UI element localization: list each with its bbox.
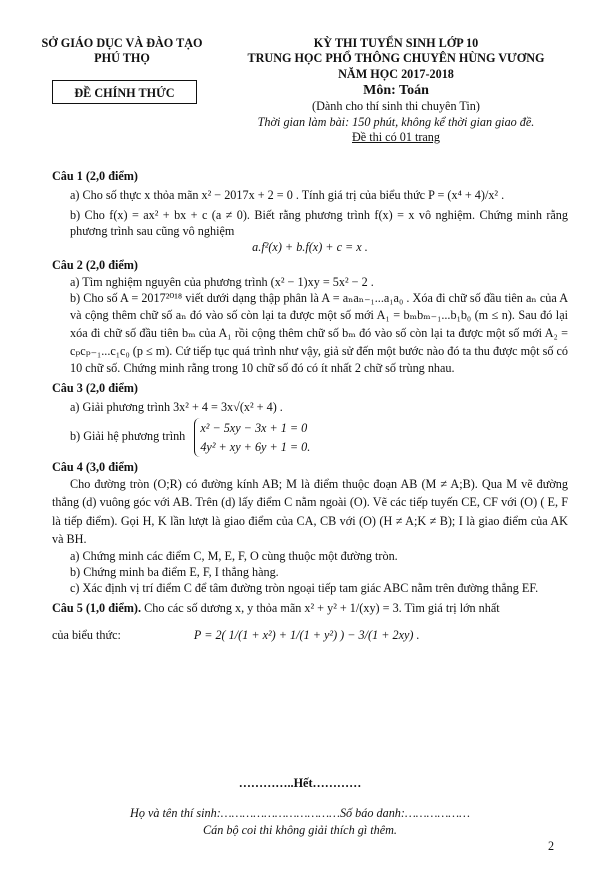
question-1b-equation: a.f²(x) + b.f(x) + c = x .: [252, 240, 368, 255]
question-5-expression-label: của biểu thức:: [52, 627, 121, 642]
question-5-expression-row: [52, 627, 568, 643]
candidate-info-line: Họ và tên thí sinh:……………………………Số báo danh:………………: [130, 806, 470, 820]
official-stamp-box: ĐỀ CHÍNH THỨC: [52, 80, 197, 104]
question-4-title: Câu 4 (3,0 điểm): [52, 459, 138, 474]
question-5-expression: P = 2( 1/(1 + x²) + 1/(1 + y²) ) − 3/(1 + 2xy) .: [193, 627, 420, 642]
question-5-title: Câu 5 (1,0 điểm).: [52, 601, 142, 616]
question-4b: b) Chứng minh ba điểm E, F, I thẳng hàng.: [70, 565, 279, 580]
question-2b: b) Cho số A = 2017²⁰¹⁸ viết dưới dạng thập phân là A = aₙaₙ₋₁...a₁a₀ . Xóa đi chữ số đầu tiên aₙ của A và cộng thêm chữ số aₙ đó vào số còn lại ta được một số mới A₁ = bₘbₘ₋₁...b₁b₀ (m ≤ n). Sau đó lại xóa đi chữ số đầu tiên bₘ của A₁ rồi cộng thêm chữ số bₘ đó vào số còn lại ta được một số mới A₂ = cₚcₚ₋₁...c₁c₀ (p ≤ m). Cứ tiếp tục quá trình như vậy, giả sử đến một bước nào đó ta thu được một số có 10 chữ số. Chứng minh rằng trong 10 chữ số đó có ít nhất 2 chữ số trùng nhau.: [70, 290, 568, 376]
department-line2: PHÚ THỌ: [94, 50, 150, 65]
question-4a: a) Chứng minh các điểm C, M, E, F, O cùng thuộc một đường tròn.: [70, 549, 398, 564]
time-limit: Thời gian làm bài: 150 phút, không kể thời gian giao đề.: [257, 114, 535, 129]
system-equation-2: 4y² + xy + 6y + 1 = 0.: [200, 439, 311, 454]
question-1-title: Câu 1 (2,0 điểm): [52, 169, 138, 183]
exam-body: [52, 166, 568, 643]
question-2a: a) Tìm nghiệm nguyên của phương trình (x² − 1)xy = 5x² − 2 .: [70, 274, 374, 289]
question-1b: b) Cho f(x) = ax² + bx + c (a ≠ 0). Biết rằng phương trình f(x) = x vô nghiệm. Chứng minh rằng phương trình sau cũng vô nghiệm: [70, 208, 568, 239]
page-number: 2: [548, 839, 555, 853]
question-2-title: Câu 2 (2,0 điểm): [52, 258, 138, 273]
proctor-note: Cán bộ coi thi không giải thích gì thêm.: [203, 823, 397, 837]
subject: Môn: Toán: [363, 82, 429, 98]
question-5-text: Cho các số dương x, y thỏa mãn x² + y² + 1/(xy) = 3. Tìm giá trị lớn nhất: [144, 601, 500, 616]
audience: (Dành cho thí sinh thi chuyên Tin): [312, 99, 480, 114]
question-3b-label: b) Giải hệ phương trình: [70, 429, 186, 444]
exam-header: [222, 36, 570, 145]
department-header: [32, 36, 212, 65]
school-year: NĂM HỌC 2017-2018: [338, 66, 454, 81]
school-name: TRUNG HỌC PHỔ THÔNG CHUYÊN HÙNG VƯƠNG: [247, 51, 545, 66]
question-3-title: Câu 3 (2,0 điểm): [52, 381, 138, 396]
system-equation-1: x² − 5xy − 3x + 1 = 0: [200, 421, 308, 436]
page-count: Đề thi có 01 trang: [352, 129, 440, 144]
question-3a: a) Giải phương trình 3x² + 4 = 3x√(x² + 4) .: [70, 400, 283, 415]
equation-system: [194, 418, 310, 457]
question-5: [52, 600, 568, 616]
exam-title: KỲ THI TUYỂN SINH LỚP 10: [313, 36, 479, 50]
question-4-text: Cho đường tròn (O;R) có đường kính AB; M là điểm thuộc đoạn AB (M ≠ A;B). Qua M vẽ đường thẳng (d) vuông góc với AB. Trên (d) lấy điểm C nằm ngoài (O). Vẽ các tiếp tuyến CE, CF với (O) ( E, F là tiếp điểm). Gọi H, K lần lượt là giao điểm của CA, CB với (O) (H ≠ A;K ≠ B); I là giao điểm của AK và BH.: [52, 476, 568, 546]
end-marker: …………..Hết…………: [238, 776, 362, 790]
question-1a: a) Cho số thực x thỏa mãn x² − 2017x + 2 = 0 . Tính giá trị của biểu thức P = (x⁴ + 4)/x² .: [70, 188, 505, 203]
question-4c: c) Xác định vị trí điểm C để tâm đường tròn ngoại tiếp tam giác ABC nằm trên đường thẳng EF.: [70, 581, 539, 596]
department-line1: SỞ GIÁO DỤC VÀ ĐÀO TẠO: [41, 36, 203, 50]
question-3b: [52, 418, 568, 457]
